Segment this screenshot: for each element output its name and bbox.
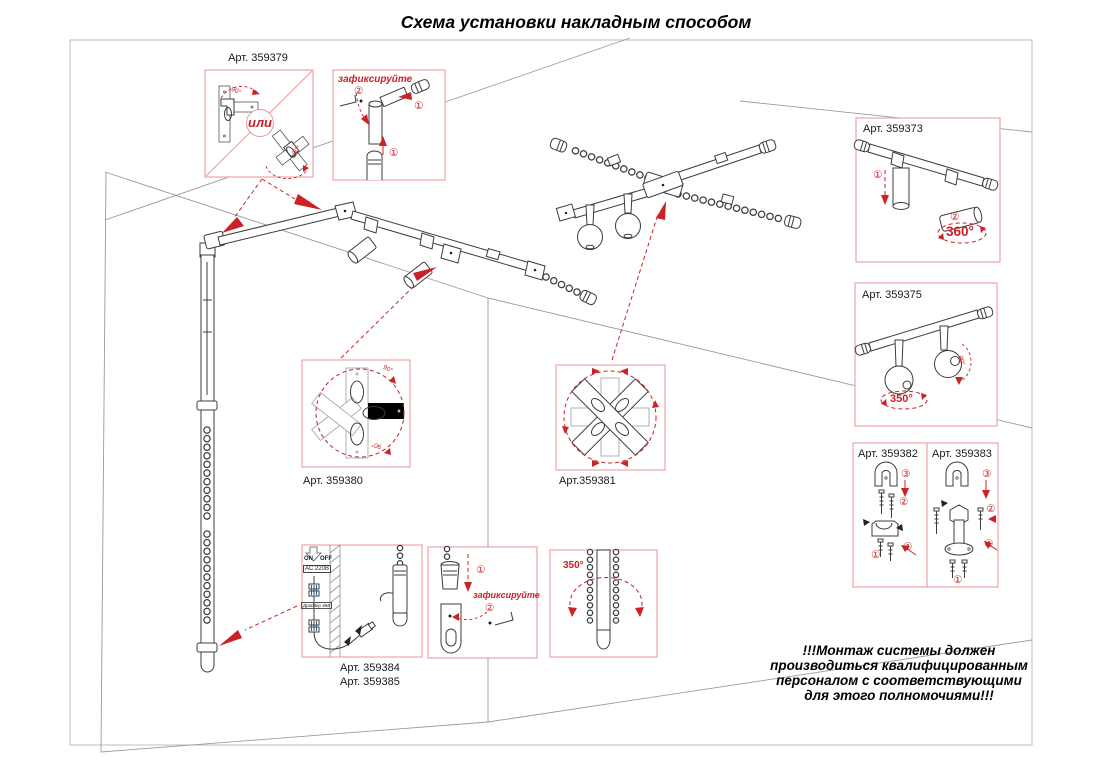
warning-line-2: производиться квалифицированным <box>770 658 1028 673</box>
label-art359373: Арт. 359373 <box>863 123 923 135</box>
arrow-to-x-cross <box>656 201 666 220</box>
track-connector-end <box>525 261 545 280</box>
label-fix-top: зафиксируйте <box>338 74 413 85</box>
pole-clamp-lower <box>197 643 217 652</box>
label-off: OFF <box>320 556 332 562</box>
label-90-380b: 90° <box>370 440 383 450</box>
label-on: ON <box>304 556 313 562</box>
wall-pole <box>197 243 217 672</box>
label-360: 360° <box>946 224 974 239</box>
step2-fixtop: ② <box>354 85 364 97</box>
page-title: Схема установки накладным способом <box>400 12 752 32</box>
x-arm-dr-cap <box>784 215 802 230</box>
step1-373: ① <box>873 169 883 181</box>
label-fix-bottom: зафиксируйте <box>473 590 540 600</box>
step3-383: ③ <box>982 468 992 480</box>
step1-383: ① <box>953 574 963 586</box>
arrow-to-pole-bottom <box>219 630 242 646</box>
label-art359375: Арт. 359375 <box>862 289 922 301</box>
callout-359375-box <box>855 283 997 426</box>
step1-fixtop-r: ① <box>414 100 424 112</box>
label-art359379: Арт. 359379 <box>228 52 288 64</box>
label-ac220: AC 220В <box>305 566 330 572</box>
label-or: или <box>248 115 272 130</box>
x-arm-ul-cap <box>549 137 568 153</box>
callout-359373-box <box>856 118 1000 262</box>
step2-373: ② <box>950 211 960 223</box>
label-art359380: Арт. 359380 <box>303 475 363 487</box>
label-driver: Драйвер 48В <box>303 603 331 608</box>
label-90-1: 90° <box>230 86 242 97</box>
label-90-375: 90° <box>956 355 967 367</box>
step1-fixtop-b: ① <box>389 147 399 159</box>
arrow-to-peak <box>294 194 322 210</box>
x-arm-ll-connector <box>556 204 575 221</box>
arrow-to-corner <box>222 217 244 233</box>
warning-line-4: для этого полномочиями!!! <box>804 688 994 703</box>
step4-383: ④ <box>984 538 994 550</box>
warning-line-1: !!!Монтаж системы должен <box>802 643 996 658</box>
label-art359384: Арт. 359384 <box>340 662 400 674</box>
label-350-box375: 350° <box>890 393 913 405</box>
label-art359383: Арт. 359383 <box>932 448 992 460</box>
step2-fixbottom: ② <box>485 602 495 614</box>
label-art359385: Арт. 359385 <box>340 676 400 688</box>
spotlight-1 <box>346 236 377 264</box>
pole-end-cap <box>201 652 214 672</box>
label-90-380a: 90° <box>381 364 394 375</box>
warning-line-3: персоналом с соответствующими <box>776 673 1022 688</box>
warning-text <box>770 643 1028 703</box>
track-segment-2 <box>351 211 537 273</box>
label-art359382: Арт. 359382 <box>858 448 918 460</box>
step3-382: ③ <box>901 468 911 480</box>
step2-383: ② <box>986 503 996 515</box>
x-arm-ur-cap <box>758 139 777 155</box>
track-end-cap-1 <box>579 289 598 306</box>
label-90-2: 90° <box>291 144 303 157</box>
step4-382: ④ <box>903 541 913 553</box>
label-350-rotatebox: 350° <box>563 560 584 571</box>
step2-382: ② <box>899 496 909 508</box>
step1-382: ① <box>871 549 881 561</box>
step1-fixbottom: ① <box>476 564 486 576</box>
x-cross-center <box>662 184 665 187</box>
x-arm-lower-left <box>573 187 653 218</box>
label-art359381: Арт.359381 <box>559 475 616 487</box>
pole-clamp-upper <box>197 401 217 410</box>
